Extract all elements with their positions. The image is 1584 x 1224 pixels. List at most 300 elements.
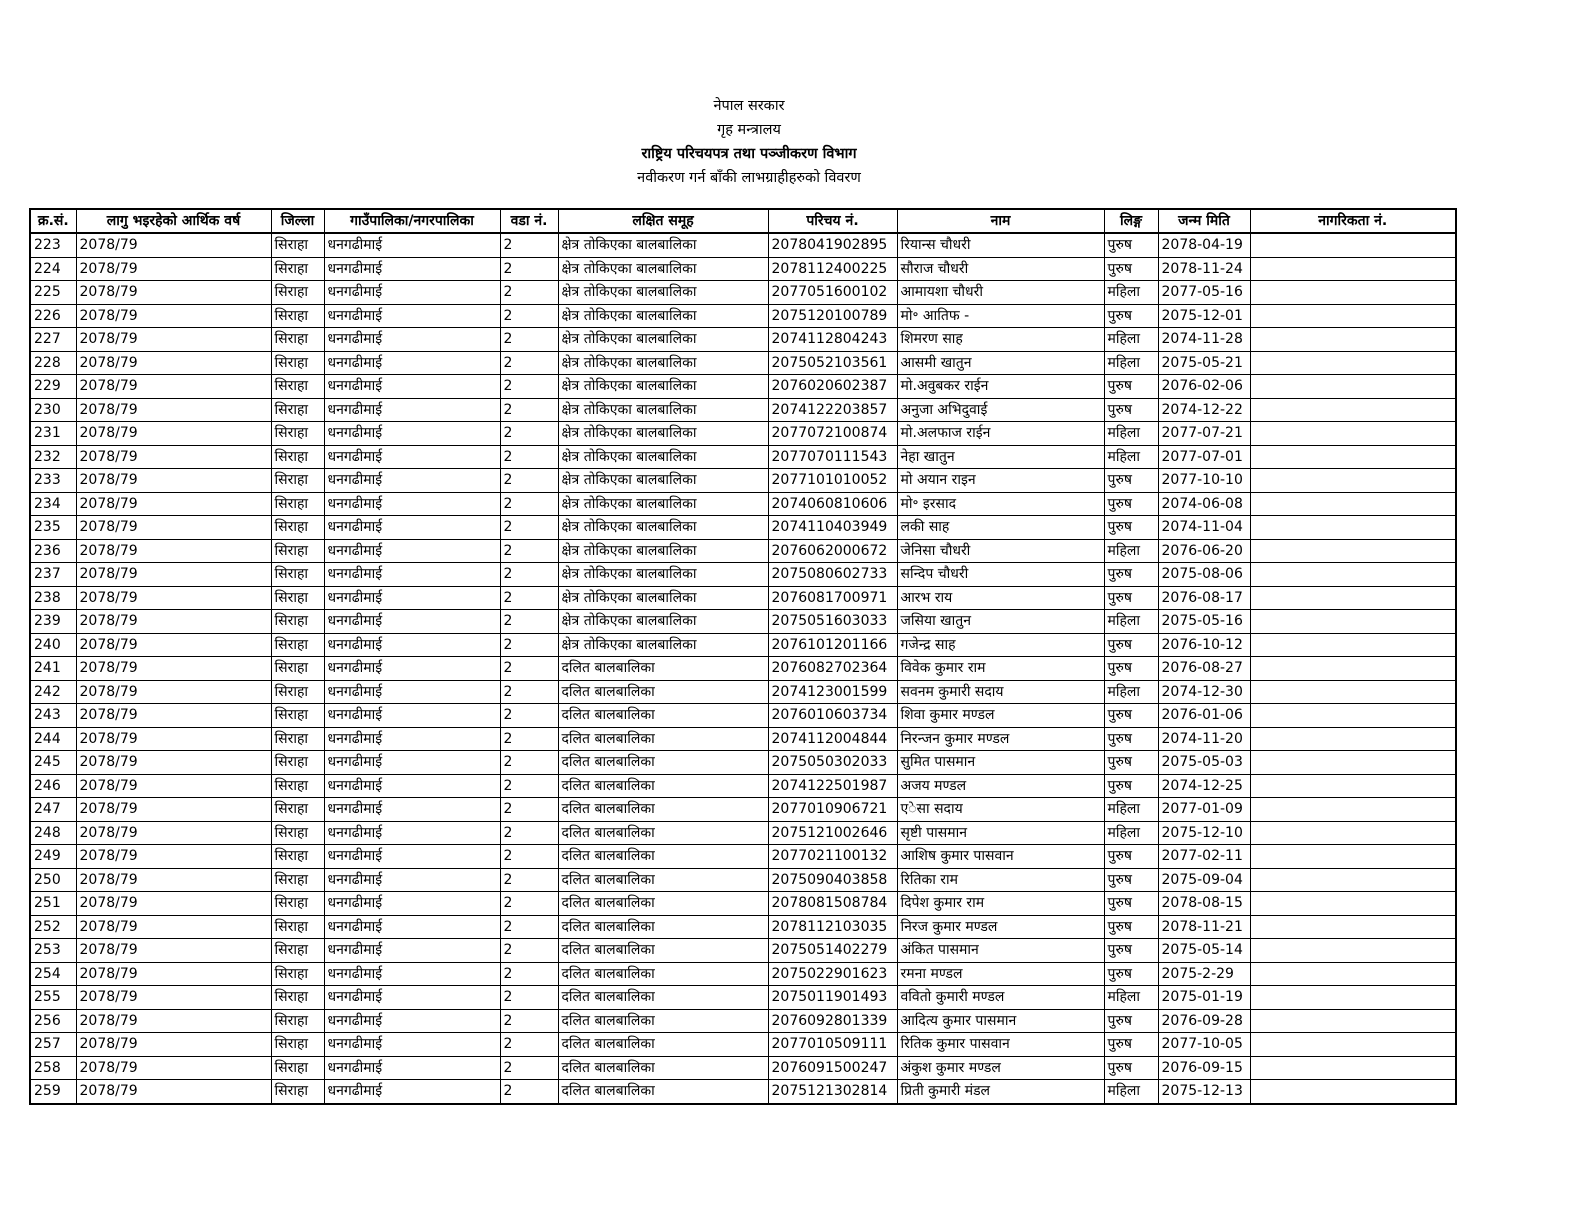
id-number-cell: 2076062000672 — [768, 539, 897, 563]
table-body — [30, 233, 1456, 1104]
district-cell: सिराहा — [271, 915, 324, 939]
id-number-cell: 2076081700971 — [768, 586, 897, 610]
citizenship-cell — [1250, 233, 1456, 257]
ward-cell: 2 — [500, 821, 558, 845]
target-group-cell: क्षेत्र तोकिएका बालबालिका — [558, 257, 768, 281]
target-group-cell: क्षेत्र तोकिएका बालबालिका — [558, 492, 768, 516]
table-row — [30, 962, 1456, 986]
fiscal-year-cell: 2078/79 — [76, 1009, 271, 1033]
table-row — [30, 516, 1456, 540]
id-number-cell: 2076010603734 — [768, 704, 897, 728]
target-group-cell: क्षेत्र तोकिएका बालबालिका — [558, 281, 768, 305]
district-cell: सिराहा — [271, 939, 324, 963]
dob-cell: 2074-11-28 — [1158, 328, 1250, 352]
citizenship-cell — [1250, 422, 1456, 446]
dob-cell: 2077-07-01 — [1158, 445, 1250, 469]
id-number-cell: 2074122203857 — [768, 398, 897, 422]
ministry-name: गृह मन्त्रालय — [717, 122, 781, 138]
target-group-cell: दलित बालबालिका — [558, 986, 768, 1010]
fiscal-year-cell: 2078/79 — [76, 492, 271, 516]
gender-cell: पुरुष — [1104, 727, 1158, 751]
serial-cell: 259 — [30, 1080, 76, 1104]
dob-cell: 2076-08-17 — [1158, 586, 1250, 610]
serial-cell: 230 — [30, 398, 76, 422]
gender-cell: पुरुष — [1104, 1056, 1158, 1080]
citizenship-cell — [1250, 892, 1456, 916]
id-number-cell: 2077010906721 — [768, 798, 897, 822]
dob-cell: 2078-11-21 — [1158, 915, 1250, 939]
table-row — [30, 1080, 1456, 1104]
target-group-cell: क्षेत्र तोकिएका बालबालिका — [558, 539, 768, 563]
name-cell: ववितो कुमारी मण्डल — [897, 986, 1104, 1010]
id-number-cell: 2076082702364 — [768, 657, 897, 681]
municipality-cell: धनगढीमाई — [324, 328, 500, 352]
table-row — [30, 868, 1456, 892]
government-name: नेपाल सरकार — [713, 98, 785, 114]
district-cell: सिराहा — [271, 798, 324, 822]
target-group-cell: दलित बालबालिका — [558, 1080, 768, 1104]
gender-cell: पुरुष — [1104, 845, 1158, 869]
gender-cell: पुरुष — [1104, 1033, 1158, 1057]
col-municipality-header: गाउँपालिका/नगरपालिका — [324, 209, 500, 233]
serial-cell: 241 — [30, 657, 76, 681]
citizenship-cell — [1250, 398, 1456, 422]
target-group-cell: क्षेत्र तोकिएका बालबालिका — [558, 328, 768, 352]
fiscal-year-cell: 2078/79 — [76, 516, 271, 540]
dob-cell: 2077-02-11 — [1158, 845, 1250, 869]
citizenship-cell — [1250, 563, 1456, 587]
citizenship-cell — [1250, 281, 1456, 305]
municipality-cell: धनगढीमाई — [324, 892, 500, 916]
fiscal-year-cell: 2078/79 — [76, 1033, 271, 1057]
dob-cell: 2075-2-29 — [1158, 962, 1250, 986]
target-group-cell: दलित बालबालिका — [558, 821, 768, 845]
ward-cell: 2 — [500, 351, 558, 375]
gender-cell: पुरुष — [1104, 704, 1158, 728]
municipality-cell: धनगढीमाई — [324, 680, 500, 704]
citizenship-cell — [1250, 375, 1456, 399]
beneficiary-table — [29, 208, 1457, 1105]
fiscal-year-cell: 2078/79 — [76, 469, 271, 493]
dob-cell: 2075-12-01 — [1158, 304, 1250, 328]
target-group-cell: क्षेत्र तोकिएका बालबालिका — [558, 351, 768, 375]
table-row — [30, 328, 1456, 352]
table-row — [30, 1009, 1456, 1033]
serial-cell: 224 — [30, 257, 76, 281]
ward-cell: 2 — [500, 680, 558, 704]
table-row — [30, 233, 1456, 257]
table-row — [30, 774, 1456, 798]
gender-cell: पुरुष — [1104, 304, 1158, 328]
name-cell: सवनम कुमारी सदाय — [897, 680, 1104, 704]
district-cell: सिराहा — [271, 1009, 324, 1033]
fiscal-year-cell: 2078/79 — [76, 704, 271, 728]
citizenship-cell — [1250, 469, 1456, 493]
id-number-cell: 2074060810606 — [768, 492, 897, 516]
id-number-cell: 2076092801339 — [768, 1009, 897, 1033]
name-cell: रमना मण्डल — [897, 962, 1104, 986]
col-target-group-header: लक्षित समूह — [558, 209, 768, 233]
target-group-cell: दलित बालबालिका — [558, 962, 768, 986]
ward-cell: 2 — [500, 610, 558, 634]
gender-cell: पुरुष — [1104, 516, 1158, 540]
department-name: राष्ट्रिय परिचयपत्र तथा पञ्जीकरण विभाग — [641, 146, 857, 162]
target-group-cell: क्षेत्र तोकिएका बालबालिका — [558, 516, 768, 540]
ward-cell: 2 — [500, 1033, 558, 1057]
table-row — [30, 539, 1456, 563]
dob-cell: 2076-01-06 — [1158, 704, 1250, 728]
municipality-cell: धनगढीमाई — [324, 962, 500, 986]
citizenship-cell — [1250, 774, 1456, 798]
name-cell: निरज कुमार मण्डल — [897, 915, 1104, 939]
district-cell: सिराहा — [271, 375, 324, 399]
fiscal-year-cell: 2078/79 — [76, 798, 271, 822]
municipality-cell: धनगढीमाई — [324, 633, 500, 657]
municipality-cell: धनगढीमाई — [324, 939, 500, 963]
ward-cell: 2 — [500, 516, 558, 540]
district-cell: सिराहा — [271, 304, 324, 328]
name-cell: आरभ राय — [897, 586, 1104, 610]
citizenship-cell — [1250, 821, 1456, 845]
name-cell: अजय मण्डल — [897, 774, 1104, 798]
target-group-cell: क्षेत्र तोकिएका बालबालिका — [558, 422, 768, 446]
municipality-cell: धनगढीमाई — [324, 986, 500, 1010]
serial-cell: 242 — [30, 680, 76, 704]
municipality-cell: धनगढीमाई — [324, 586, 500, 610]
district-cell: सिराहा — [271, 704, 324, 728]
target-group-cell: क्षेत्र तोकिएका बालबालिका — [558, 398, 768, 422]
gender-cell: पुरुष — [1104, 657, 1158, 681]
serial-cell: 247 — [30, 798, 76, 822]
district-cell: सिराहा — [271, 1080, 324, 1104]
municipality-cell: धनगढीमाई — [324, 539, 500, 563]
municipality-cell: धनगढीमाई — [324, 304, 500, 328]
table-row — [30, 892, 1456, 916]
table-row — [30, 657, 1456, 681]
fiscal-year-cell: 2078/79 — [76, 375, 271, 399]
citizenship-cell — [1250, 492, 1456, 516]
district-cell: सिराहा — [271, 845, 324, 869]
fiscal-year-cell: 2078/79 — [76, 328, 271, 352]
target-group-cell: दलित बालबालिका — [558, 845, 768, 869]
ward-cell: 2 — [500, 422, 558, 446]
dob-cell: 2074-12-22 — [1158, 398, 1250, 422]
name-cell: शिमरण साह — [897, 328, 1104, 352]
serial-cell: 225 — [30, 281, 76, 305]
serial-cell: 251 — [30, 892, 76, 916]
gender-cell: महिला — [1104, 445, 1158, 469]
gender-cell: महिला — [1104, 798, 1158, 822]
fiscal-year-cell: 2078/79 — [76, 610, 271, 634]
municipality-cell: धनगढीमाई — [324, 657, 500, 681]
district-cell: सिराहा — [271, 539, 324, 563]
ward-cell: 2 — [500, 469, 558, 493]
target-group-cell: दलित बालबालिका — [558, 657, 768, 681]
name-cell: मो॰ आतिफ - — [897, 304, 1104, 328]
fiscal-year-cell: 2078/79 — [76, 727, 271, 751]
district-cell: सिराहा — [271, 516, 324, 540]
district-cell: सिराहा — [271, 469, 324, 493]
gender-cell: महिला — [1104, 680, 1158, 704]
ward-cell: 2 — [500, 798, 558, 822]
ward-cell: 2 — [500, 727, 558, 751]
dob-cell: 2078-04-19 — [1158, 233, 1250, 257]
id-number-cell: 2075120100789 — [768, 304, 897, 328]
name-cell: मो.अवुबकर राईन — [897, 375, 1104, 399]
name-cell: प्रिती कुमारी मंडल — [897, 1080, 1104, 1104]
fiscal-year-cell: 2078/79 — [76, 680, 271, 704]
col-ward-header: वडा नं. — [500, 209, 558, 233]
gender-cell: पुरुष — [1104, 492, 1158, 516]
citizenship-cell — [1250, 727, 1456, 751]
name-cell: सन्दिप चौधरी — [897, 563, 1104, 587]
gender-cell: महिला — [1104, 821, 1158, 845]
gender-cell: पुरुष — [1104, 375, 1158, 399]
serial-cell: 253 — [30, 939, 76, 963]
citizenship-cell — [1250, 633, 1456, 657]
target-group-cell: दलित बालबालिका — [558, 1056, 768, 1080]
dob-cell: 2074-06-08 — [1158, 492, 1250, 516]
citizenship-cell — [1250, 986, 1456, 1010]
district-cell: सिराहा — [271, 445, 324, 469]
col-name-header: नाम — [897, 209, 1104, 233]
district-cell: सिराहा — [271, 1056, 324, 1080]
table-row — [30, 939, 1456, 963]
dob-cell: 2074-11-04 — [1158, 516, 1250, 540]
ward-cell: 2 — [500, 563, 558, 587]
citizenship-cell — [1250, 939, 1456, 963]
municipality-cell: धनगढीमाई — [324, 1056, 500, 1080]
report-title: नवीकरण गर्न बाँकी लाभग्राहीहरुको विवरण — [637, 170, 861, 186]
dob-cell: 2075-12-13 — [1158, 1080, 1250, 1104]
citizenship-cell — [1250, 516, 1456, 540]
name-cell: नेहा खातुन — [897, 445, 1104, 469]
name-cell: सौराज चौधरी — [897, 257, 1104, 281]
id-number-cell: 2074123001599 — [768, 680, 897, 704]
id-number-cell: 2075022901623 — [768, 962, 897, 986]
ward-cell: 2 — [500, 304, 558, 328]
target-group-cell: दलित बालबालिका — [558, 915, 768, 939]
gender-cell: महिला — [1104, 610, 1158, 634]
table-row — [30, 351, 1456, 375]
district-cell: सिराहा — [271, 633, 324, 657]
table-row — [30, 375, 1456, 399]
dob-cell: 2076-09-28 — [1158, 1009, 1250, 1033]
municipality-cell: धनगढीमाई — [324, 798, 500, 822]
dob-cell: 2077-01-09 — [1158, 798, 1250, 822]
serial-cell: 255 — [30, 986, 76, 1010]
municipality-cell: धनगढीमाई — [324, 445, 500, 469]
dob-cell: 2076-08-27 — [1158, 657, 1250, 681]
serial-cell: 256 — [30, 1009, 76, 1033]
table-row — [30, 1033, 1456, 1057]
ward-cell: 2 — [500, 1009, 558, 1033]
col-citizenship-header: नागरिकता नं. — [1250, 209, 1456, 233]
col-id-number-header: परिचय नं. — [768, 209, 897, 233]
fiscal-year-cell: 2078/79 — [76, 586, 271, 610]
name-cell: एेसा सदाय — [897, 798, 1104, 822]
serial-cell: 234 — [30, 492, 76, 516]
name-cell: मो अयान राइन — [897, 469, 1104, 493]
gender-cell: पुरुष — [1104, 939, 1158, 963]
municipality-cell: धनगढीमाई — [324, 398, 500, 422]
id-number-cell: 2075121002646 — [768, 821, 897, 845]
id-number-cell: 2078112400225 — [768, 257, 897, 281]
table-row — [30, 845, 1456, 869]
ward-cell: 2 — [500, 962, 558, 986]
dob-cell: 2078-08-15 — [1158, 892, 1250, 916]
fiscal-year-cell: 2078/79 — [76, 398, 271, 422]
target-group-cell: दलित बालबालिका — [558, 1033, 768, 1057]
serial-cell: 233 — [30, 469, 76, 493]
name-cell: सृष्टी पासमान — [897, 821, 1104, 845]
fiscal-year-cell: 2078/79 — [76, 986, 271, 1010]
serial-cell: 239 — [30, 610, 76, 634]
serial-cell: 252 — [30, 915, 76, 939]
gender-cell: महिला — [1104, 351, 1158, 375]
target-group-cell: दलित बालबालिका — [558, 939, 768, 963]
dob-cell: 2074-12-30 — [1158, 680, 1250, 704]
ward-cell: 2 — [500, 892, 558, 916]
citizenship-cell — [1250, 798, 1456, 822]
name-cell: निरन्जन कुमार मण्डल — [897, 727, 1104, 751]
name-cell: अनुजा अभिदुवाई — [897, 398, 1104, 422]
district-cell: सिराहा — [271, 586, 324, 610]
serial-cell: 232 — [30, 445, 76, 469]
ward-cell: 2 — [500, 1056, 558, 1080]
name-cell: दिपेश कुमार राम — [897, 892, 1104, 916]
table-row — [30, 281, 1456, 305]
serial-cell: 237 — [30, 563, 76, 587]
district-cell: सिराहा — [271, 892, 324, 916]
serial-cell: 227 — [30, 328, 76, 352]
table-row — [30, 563, 1456, 587]
citizenship-cell — [1250, 1080, 1456, 1104]
fiscal-year-cell: 2078/79 — [76, 892, 271, 916]
id-number-cell: 2077051600102 — [768, 281, 897, 305]
target-group-cell: दलित बालबालिका — [558, 774, 768, 798]
serial-cell: 240 — [30, 633, 76, 657]
ward-cell: 2 — [500, 586, 558, 610]
citizenship-cell — [1250, 704, 1456, 728]
target-group-cell: क्षेत्र तोकिएका बालबालिका — [558, 375, 768, 399]
district-cell: सिराहा — [271, 751, 324, 775]
target-group-cell: दलित बालबालिका — [558, 704, 768, 728]
serial-cell: 245 — [30, 751, 76, 775]
municipality-cell: धनगढीमाई — [324, 492, 500, 516]
district-cell: सिराहा — [271, 233, 324, 257]
id-number-cell: 2077072100874 — [768, 422, 897, 446]
dob-cell: 2075-05-16 — [1158, 610, 1250, 634]
serial-cell: 257 — [30, 1033, 76, 1057]
district-cell: सिराहा — [271, 492, 324, 516]
id-number-cell: 2078081508784 — [768, 892, 897, 916]
citizenship-cell — [1250, 845, 1456, 869]
name-cell: जसिया खातुन — [897, 610, 1104, 634]
serial-cell: 258 — [30, 1056, 76, 1080]
municipality-cell: धनगढीमाई — [324, 1080, 500, 1104]
gender-cell: पुरुष — [1104, 1009, 1158, 1033]
gender-cell: पुरुष — [1104, 233, 1158, 257]
ward-cell: 2 — [500, 751, 558, 775]
citizenship-cell — [1250, 539, 1456, 563]
name-cell: मो॰ इरसाद — [897, 492, 1104, 516]
serial-cell: 249 — [30, 845, 76, 869]
table-row — [30, 445, 1456, 469]
table-row — [30, 751, 1456, 775]
citizenship-cell — [1250, 586, 1456, 610]
district-cell: सिराहा — [271, 680, 324, 704]
ward-cell: 2 — [500, 233, 558, 257]
name-cell: शिवा कुमार मण्डल — [897, 704, 1104, 728]
citizenship-cell — [1250, 751, 1456, 775]
table-row — [30, 422, 1456, 446]
municipality-cell: धनगढीमाई — [324, 704, 500, 728]
fiscal-year-cell: 2078/79 — [76, 962, 271, 986]
dob-cell: 2076-10-12 — [1158, 633, 1250, 657]
fiscal-year-cell: 2078/79 — [76, 915, 271, 939]
citizenship-cell — [1250, 868, 1456, 892]
id-number-cell: 2074112804243 — [768, 328, 897, 352]
municipality-cell: धनगढीमाई — [324, 375, 500, 399]
fiscal-year-cell: 2078/79 — [76, 845, 271, 869]
target-group-cell: दलित बालबालिका — [558, 868, 768, 892]
municipality-cell: धनगढीमाई — [324, 1009, 500, 1033]
dob-cell: 2077-07-21 — [1158, 422, 1250, 446]
citizenship-cell — [1250, 915, 1456, 939]
id-number-cell: 2076091500247 — [768, 1056, 897, 1080]
citizenship-cell — [1250, 304, 1456, 328]
name-cell: लकी साह — [897, 516, 1104, 540]
name-cell: सुमित पासमान — [897, 751, 1104, 775]
gender-cell: पुरुष — [1104, 563, 1158, 587]
id-number-cell: 2078112103035 — [768, 915, 897, 939]
dob-cell: 2075-05-14 — [1158, 939, 1250, 963]
municipality-cell: धनगढीमाई — [324, 257, 500, 281]
municipality-cell: धनगढीमाई — [324, 774, 500, 798]
gender-cell: पुरुष — [1104, 633, 1158, 657]
citizenship-cell — [1250, 351, 1456, 375]
ward-cell: 2 — [500, 445, 558, 469]
table-row — [30, 304, 1456, 328]
municipality-cell: धनगढीमाई — [324, 516, 500, 540]
fiscal-year-cell: 2078/79 — [76, 422, 271, 446]
name-cell: आमायशा चौधरी — [897, 281, 1104, 305]
ward-cell: 2 — [500, 398, 558, 422]
id-number-cell: 2075121302814 — [768, 1080, 897, 1104]
name-cell: रितिक कुमार पासवान — [897, 1033, 1104, 1057]
district-cell: सिराहा — [271, 868, 324, 892]
citizenship-cell — [1250, 328, 1456, 352]
name-cell: आदित्य कुमार पासमान — [897, 1009, 1104, 1033]
dob-cell: 2077-05-16 — [1158, 281, 1250, 305]
dob-cell: 2076-09-15 — [1158, 1056, 1250, 1080]
ward-cell: 2 — [500, 257, 558, 281]
municipality-cell: धनगढीमाई — [324, 751, 500, 775]
gender-cell: महिला — [1104, 328, 1158, 352]
id-number-cell: 2077021100132 — [768, 845, 897, 869]
target-group-cell: क्षेत्र तोकिएका बालबालिका — [558, 563, 768, 587]
id-number-cell: 2075052103561 — [768, 351, 897, 375]
dob-cell: 2075-01-19 — [1158, 986, 1250, 1010]
id-number-cell: 2075011901493 — [768, 986, 897, 1010]
municipality-cell: धनगढीमाई — [324, 821, 500, 845]
municipality-cell: धनगढीमाई — [324, 281, 500, 305]
table-row — [30, 586, 1456, 610]
municipality-cell: धनगढीमाई — [324, 610, 500, 634]
name-cell: अंकित पासमान — [897, 939, 1104, 963]
district-cell: सिराहा — [271, 328, 324, 352]
